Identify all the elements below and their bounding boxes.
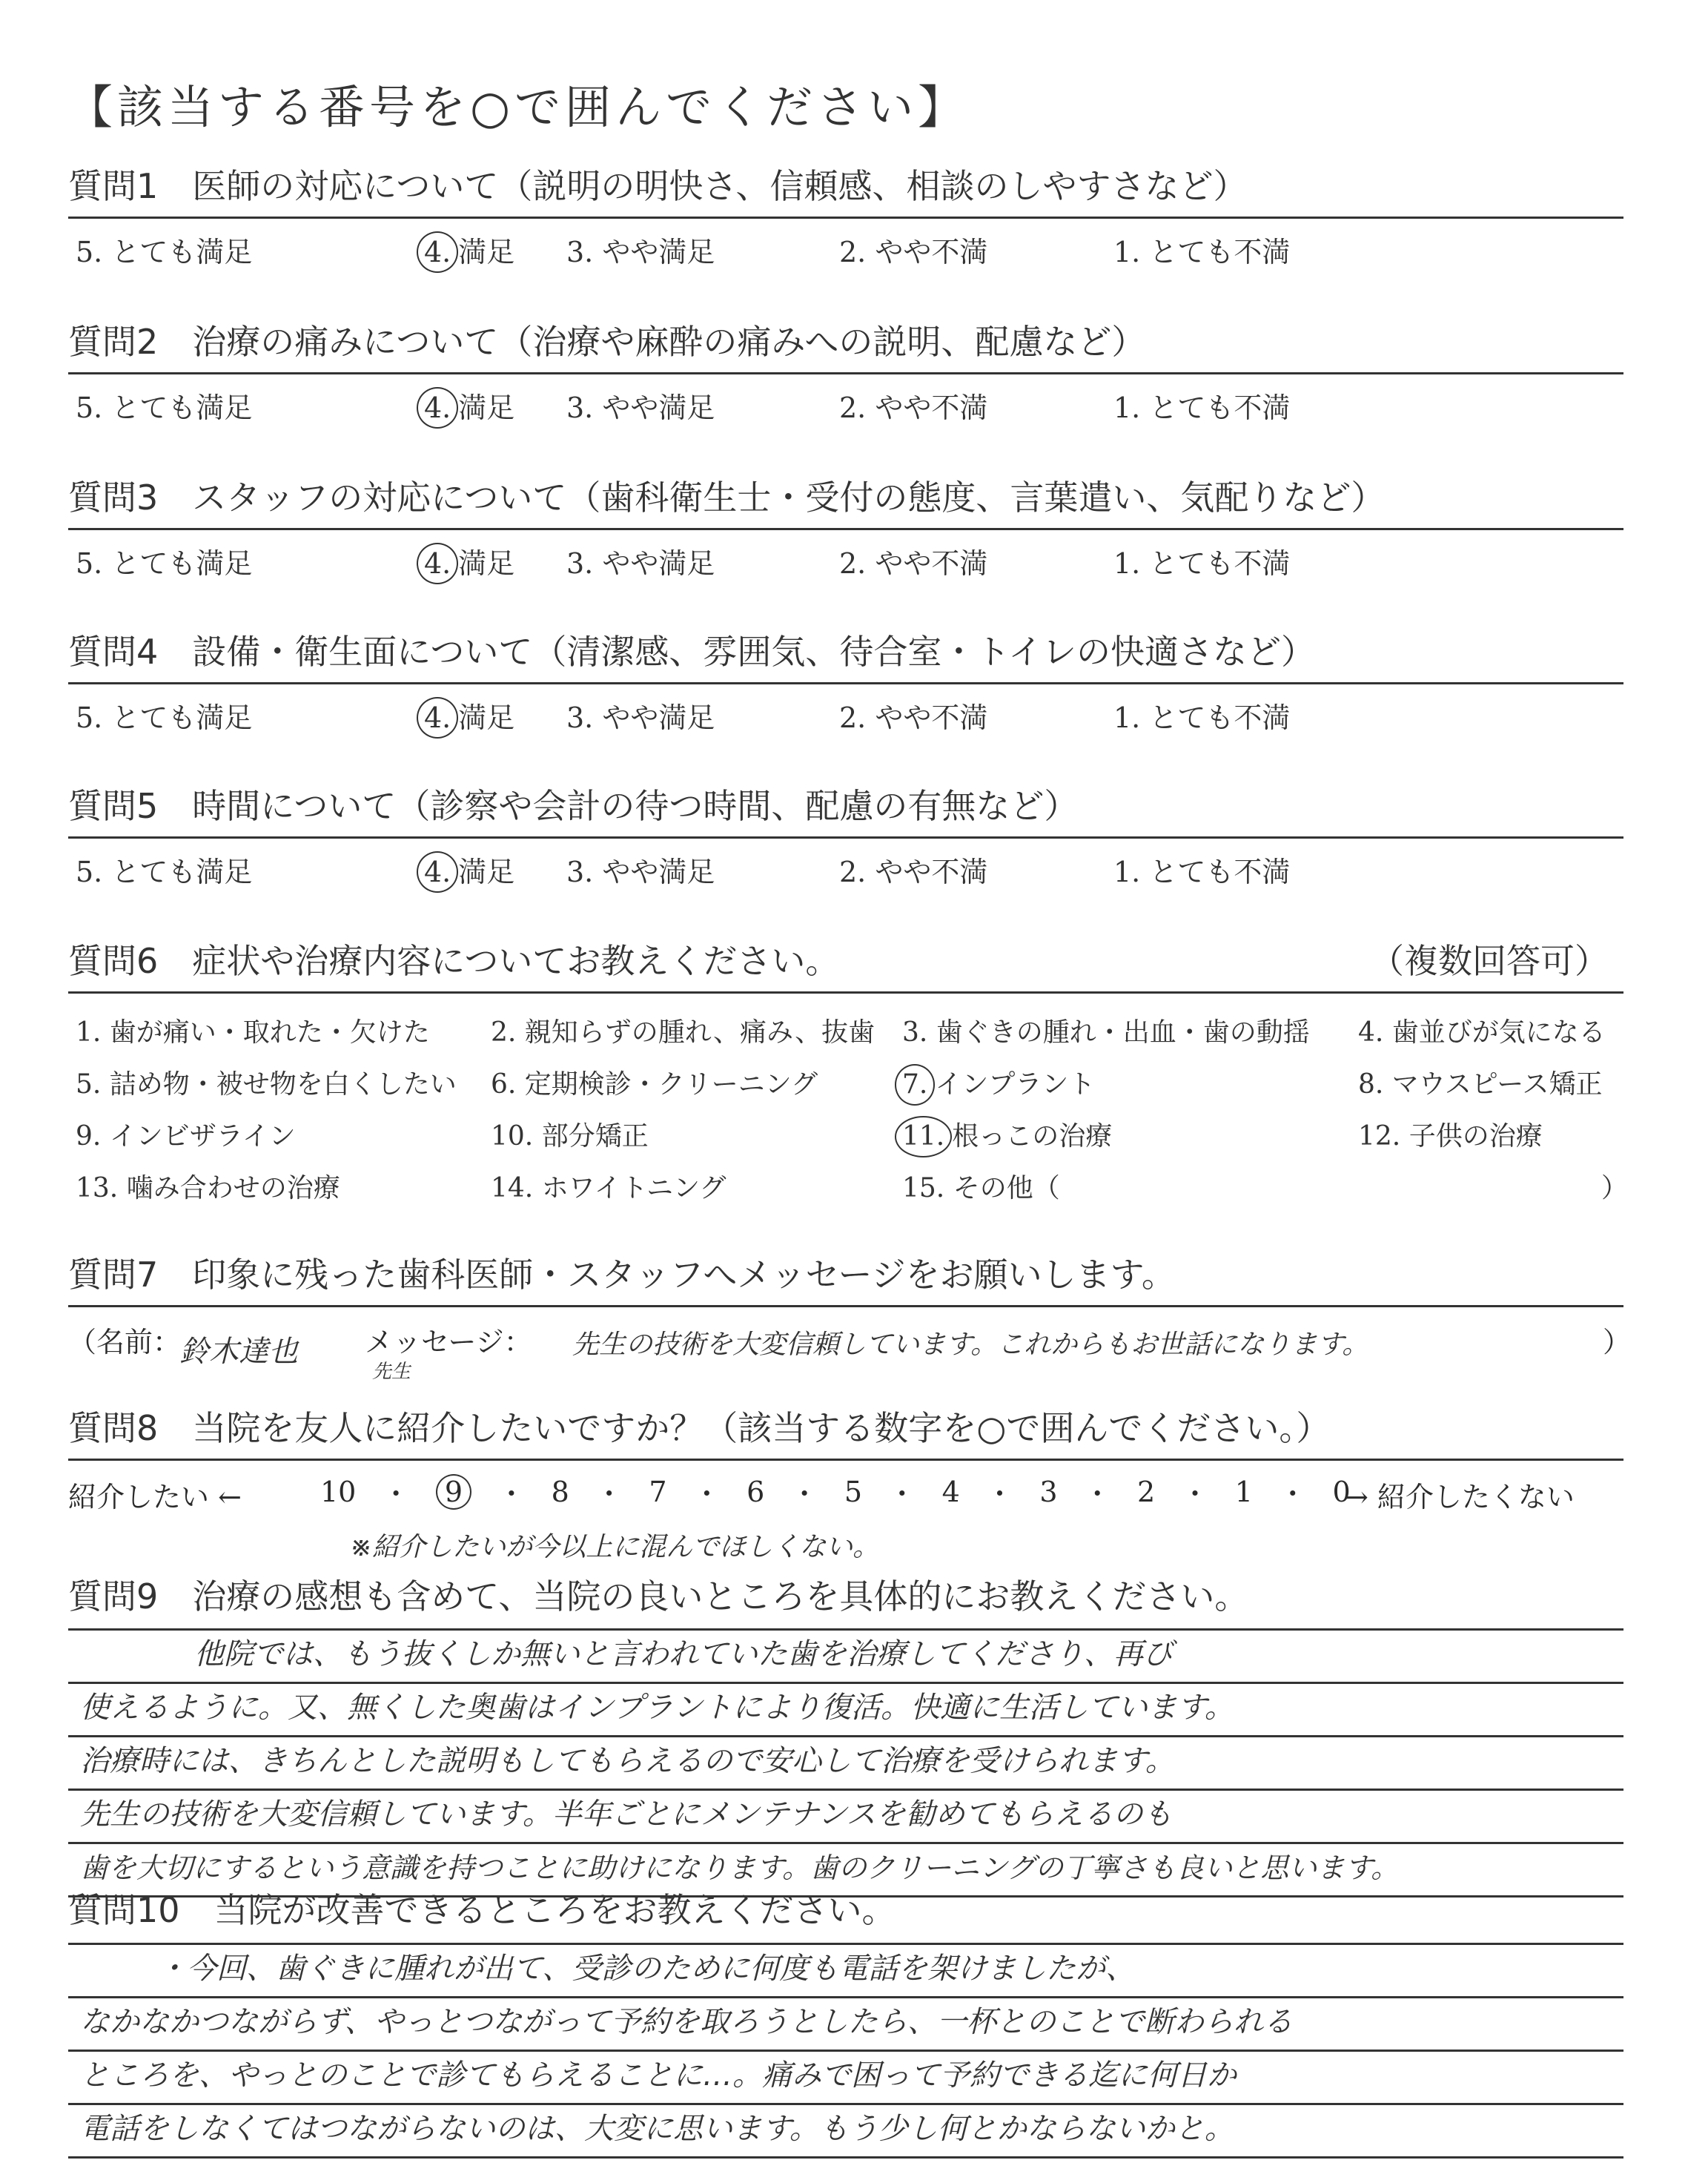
- question-8: [68, 1405, 1625, 1572]
- improvement-line: ところを、やっとのことで診てもらえることに…。痛みで困って予約できる迄に何日か: [68, 2052, 1623, 2105]
- selected-circle: 4.: [417, 697, 458, 739]
- answer-line: 先生の技術を大変信頼しています。半年ごとにメンテナンスを勧めてもらえるのも: [68, 1791, 1623, 1844]
- message-close: ）: [1603, 1326, 1632, 1358]
- question-4: [68, 629, 1625, 733]
- question-9-lines: [68, 1628, 1623, 1898]
- option-3[interactable]: 3. やや満足: [566, 392, 715, 424]
- symptom-option[interactable]: 9. インビザライン: [76, 1121, 296, 1152]
- improvement-line: 電話をしなくてはつながらないのは、大変に思います。もう少し何とかならないかと。: [68, 2105, 1623, 2159]
- option-5[interactable]: 5. とても満足: [76, 392, 253, 424]
- option-5[interactable]: 5. とても満足: [76, 236, 253, 268]
- question-7-answer: [68, 1307, 1632, 1383]
- option-3[interactable]: 3. やや満足: [566, 701, 715, 734]
- name-label: （名前：: [68, 1326, 182, 1358]
- question-2: [68, 319, 1625, 423]
- option-4-label: 満足: [458, 392, 515, 424]
- option-4-selected[interactable]: [424, 849, 514, 893]
- symptom-option[interactable]: 6. 定期検診・クリーニング: [491, 1069, 818, 1100]
- question-4-options: [68, 684, 1625, 733]
- scale-value[interactable]: 6: [747, 1475, 765, 1508]
- selected-circle: 4.: [417, 387, 458, 429]
- question-7-title: 質問7 印象に残った歯科医師・スタッフへメッセージをお願いします。: [68, 1252, 1623, 1307]
- option-5[interactable]: 5. とても満足: [76, 547, 253, 580]
- scale-value[interactable]: 8: [551, 1475, 569, 1508]
- scale-separator: ・: [985, 1478, 1014, 1510]
- option-3[interactable]: 3. やや満足: [566, 856, 715, 888]
- symptom-option-label: インプラント: [935, 1069, 1096, 1100]
- option-4-selected[interactable]: [424, 695, 514, 739]
- symptom-option[interactable]: 8. マウスピース矯正: [1358, 1069, 1603, 1100]
- symptom-option-selected[interactable]: [902, 1063, 1095, 1106]
- scale-value-selected[interactable]: 9: [436, 1474, 471, 1510]
- improvement-line: ・今回、歯ぐきに腫れが出て、受診のために何度も電話を架けましたが、: [68, 1945, 1623, 1998]
- question-2-options: [68, 374, 1625, 423]
- scale-left-label: 紹介したい ←: [68, 1481, 242, 1513]
- scale-separator: ・: [692, 1478, 721, 1510]
- question-5-options: [68, 839, 1625, 888]
- question-1: [68, 163, 1625, 268]
- question-5-title: 質問5 時間について（診察や会計の待つ時間、配慮の有無など）: [68, 783, 1623, 839]
- symptom-option[interactable]: 4. 歯並びが気になる: [1358, 1017, 1606, 1048]
- option-2[interactable]: 2. やや不満: [839, 701, 988, 734]
- selected-circle: 7.: [895, 1064, 935, 1106]
- scale-value[interactable]: 10: [320, 1475, 357, 1508]
- symptom-option[interactable]: 2. 親知らずの腫れ、痛み、抜歯: [491, 1017, 875, 1048]
- symptom-option-label: 根っこの治療: [952, 1121, 1113, 1152]
- symptom-option-other[interactable]: 15. その他（: [902, 1173, 1060, 1203]
- option-1[interactable]: 1. とても不満: [1113, 856, 1291, 888]
- question-6-title-text: 質問6 症状や治療内容についてお教えください。: [68, 941, 840, 981]
- option-4-selected[interactable]: [424, 229, 514, 273]
- scale-separator: ・: [790, 1478, 819, 1510]
- page-header: 【該当する番号を○で囲んでください】: [67, 80, 969, 134]
- option-4-label: 満足: [458, 547, 515, 580]
- scale-separator: ・: [1278, 1478, 1307, 1510]
- message-value: 先生の技術を大変信頼しています。これからもお世話になります。: [572, 1330, 1369, 1360]
- selected-circle: 4.: [417, 543, 458, 584]
- message-label: メッセージ：: [365, 1326, 532, 1358]
- scale-value[interactable]: 4: [941, 1475, 960, 1508]
- option-4-label: 満足: [458, 701, 515, 734]
- symptom-option[interactable]: 5. 詰め物・被せ物を白くしたい: [76, 1069, 457, 1100]
- question-1-options: [68, 219, 1625, 268]
- scale-row: [320, 1471, 1351, 1512]
- option-2[interactable]: 2. やや不満: [839, 547, 988, 580]
- symptom-option-selected[interactable]: [902, 1115, 1112, 1157]
- question-3-title: 質問3 スタッフの対応について（歯科衛生士・受付の態度、言葉遣い、気配りなど）: [68, 475, 1623, 530]
- question-6: [68, 938, 1629, 1212]
- question-2-title: 質問2 治療の痛みについて（治療や麻酔の痛みへの説明、配慮など）: [68, 319, 1623, 374]
- option-4-label: 満足: [458, 236, 515, 268]
- question-6-title: [68, 938, 1623, 994]
- option-4-label: 満足: [458, 856, 515, 888]
- option-5[interactable]: 5. とても満足: [76, 701, 253, 734]
- symptom-option[interactable]: 13. 噛み合わせの治療: [76, 1173, 340, 1203]
- option-2[interactable]: 2. やや不満: [839, 236, 988, 268]
- scale-separator: ・: [1083, 1478, 1112, 1510]
- option-3[interactable]: 3. やや満足: [566, 236, 715, 268]
- option-2[interactable]: 2. やや不満: [839, 856, 988, 888]
- scale-value[interactable]: 5: [844, 1475, 863, 1508]
- recommend-comment: ※紹介したいが今以上に混んでほしくない。: [350, 1532, 880, 1562]
- answer-line: 他院では、もう抜くしか無いと言われていた歯を治療してくださり、再び: [68, 1631, 1623, 1684]
- question-8-title: 質問8 当院を友人に紹介したいですか？（該当する数字を○で囲んでください。）: [68, 1405, 1623, 1461]
- scale-separator: ・: [497, 1478, 526, 1510]
- option-4-selected[interactable]: [424, 385, 514, 429]
- question-6-note: （複数回答可）: [1370, 941, 1609, 981]
- question-3-options: [68, 530, 1625, 579]
- answer-line: 歯を大切にするという意識を持つことに助けになります。歯のクリーニングの丁寧さも良いと思います。: [68, 1844, 1623, 1898]
- answer-line: 治療時には、きちんとした説明もしてもらえるので安心して治療を受けられます。: [68, 1737, 1623, 1791]
- symptom-option[interactable]: 3. 歯ぐきの腫れ・出血・歯の動揺: [902, 1017, 1310, 1048]
- name-value-suffix: 先生: [372, 1361, 411, 1383]
- question-3: [68, 475, 1625, 579]
- symptom-option[interactable]: 14. ホワイトニング: [491, 1173, 726, 1203]
- scale-value[interactable]: 7: [649, 1475, 667, 1508]
- option-3[interactable]: 3. やや満足: [566, 547, 715, 580]
- symptom-option[interactable]: 1. 歯が痛い・取れた・欠けた: [76, 1017, 430, 1048]
- question-7: [68, 1252, 1632, 1383]
- scale-separator: ・: [382, 1478, 411, 1510]
- symptom-option[interactable]: 12. 子供の治療: [1358, 1121, 1543, 1152]
- selected-circle: 4.: [417, 231, 458, 273]
- question-1-title: 質問1 医師の対応について（説明の明快さ、信頼感、相談のしやすさなど）: [68, 163, 1623, 219]
- selected-circle: 4.: [417, 851, 458, 893]
- question-9: [68, 1573, 1625, 1627]
- question-10-lines: [68, 1943, 1623, 2159]
- question-10: [68, 1887, 1625, 1941]
- selected-circle: 11.: [895, 1116, 952, 1157]
- improvement-line: なかなかつながらず、やっとつながって予約を取ろうとしたら、一杯とのことで断わられる: [68, 1998, 1623, 2052]
- option-1[interactable]: 1. とても不満: [1113, 547, 1291, 580]
- answer-line: 使えるように。又、無くした奥歯はインプラントにより復活。快適に生活しています。: [68, 1684, 1623, 1737]
- scale-value[interactable]: 0: [1332, 1475, 1351, 1508]
- option-1[interactable]: 1. とても不満: [1113, 701, 1291, 734]
- scale-value[interactable]: 2: [1137, 1475, 1156, 1508]
- scale-separator: ・: [1181, 1478, 1210, 1510]
- question-8-scale: [68, 1461, 1625, 1572]
- name-value: 鈴木達也: [179, 1335, 298, 1369]
- symptom-option[interactable]: 10. 部分矯正: [491, 1121, 649, 1152]
- scale-right-label: → 紹介したくない: [1345, 1481, 1575, 1513]
- question-5: [68, 783, 1625, 888]
- scale-value[interactable]: 1: [1234, 1475, 1253, 1508]
- option-1[interactable]: 1. とても不満: [1113, 392, 1291, 424]
- question-6-options: [68, 1004, 1629, 1212]
- question-9-title: 質問9 治療の感想も含めて、当院の良いところを具体的にお教えください。: [68, 1576, 1249, 1616]
- option-5[interactable]: 5. とても満足: [76, 856, 253, 888]
- question-10-title: 質問10 当院が改善できるところをお教えください。: [68, 1890, 896, 1930]
- symptom-option-other-close: ）: [1601, 1173, 1629, 1203]
- scale-separator: ・: [595, 1478, 623, 1510]
- scale-separator: ・: [887, 1478, 916, 1510]
- option-4-selected[interactable]: [424, 541, 514, 584]
- option-1[interactable]: 1. とても不満: [1113, 236, 1291, 268]
- scale-value[interactable]: 3: [1039, 1475, 1058, 1508]
- option-2[interactable]: 2. やや不満: [839, 392, 988, 424]
- question-4-title: 質問4 設備・衛生面について（清潔感、雰囲気、待合室・トイレの快適さなど）: [68, 629, 1623, 684]
